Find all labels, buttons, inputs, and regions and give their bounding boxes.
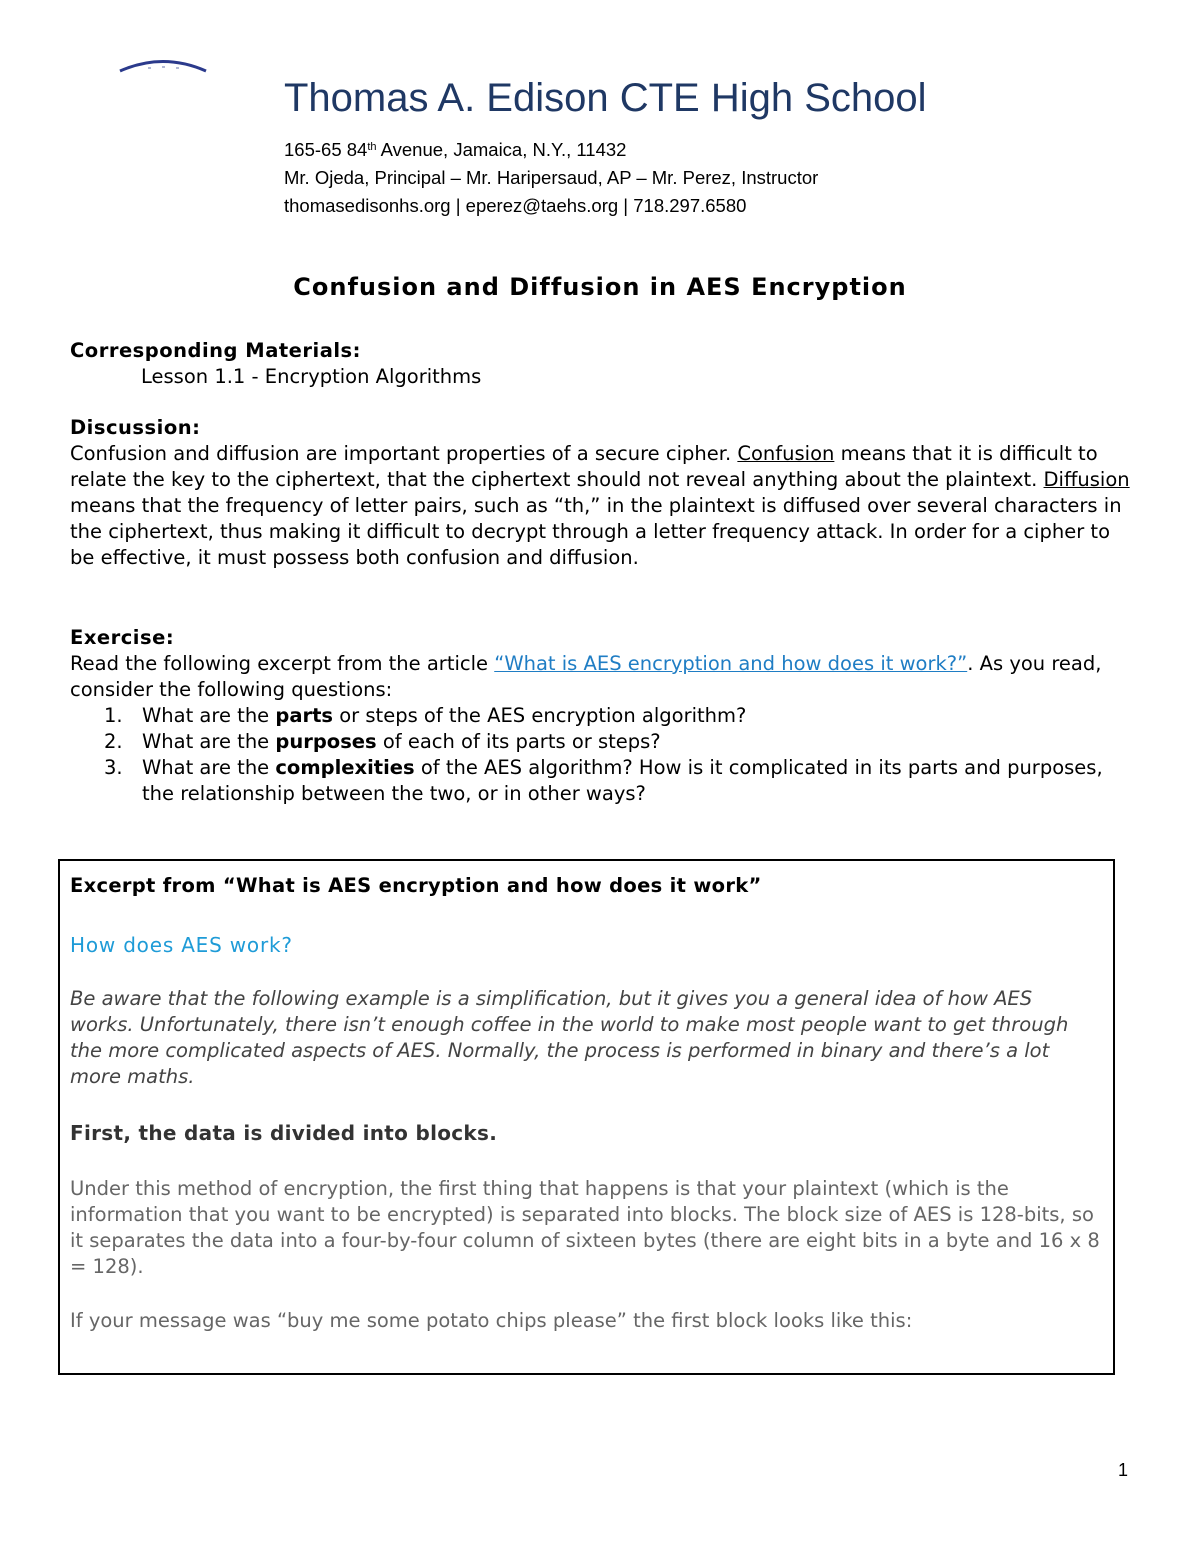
- exercise-section: [70, 625, 1130, 807]
- excerpt-note: Be aware that the following example is a simplification, but it gives you a general idea of how AES works. Unfortunately, there isn’t enough coffee in the world to make most people want to get through the more complicated aspects of AES. Normally, the process is performed in binary and there’s a lot more maths.: [70, 987, 1069, 1088]
- excerpt-paragraph: Under this method of encryption, the first thing that happens is that your plaintext (which is the information that you want to be encrypted) is separated into blocks. The block size of AES is 128-bits, so it separates the data into a four-by-four column of sixteen bytes (there are eight bits in a byte and 16 x 8 = 128).: [70, 1177, 1100, 1278]
- school-logo: [118, 56, 208, 76]
- school-contact-block: [284, 136, 818, 220]
- contact-line: thomasedisonhs.org | eperez@taehs.org | 718.297.6580: [284, 195, 747, 216]
- article-link[interactable]: “What is AES encryption and how does it work?”: [494, 652, 968, 675]
- exercise-intro: Read the following excerpt from the article “What is AES encryption and how does it work?”. As you read, consider the following questions:: [70, 652, 1102, 701]
- school-name: Thomas A. Edison CTE High School: [284, 76, 927, 120]
- school-address: 165-65 84th Avenue, Jamaica, N.Y., 11432: [284, 139, 627, 160]
- term-confusion: Confusion: [737, 442, 835, 465]
- excerpt-box: [58, 859, 1115, 1375]
- staff-line: Mr. Ojeda, Principal – Mr. Haripersaud, AP – Mr. Perez, Instructor: [284, 167, 819, 188]
- discussion-heading: Discussion:: [70, 416, 201, 439]
- excerpt-title: Excerpt from “What is AES encryption and how does it work”: [70, 874, 762, 897]
- materials-section: [70, 338, 1130, 390]
- materials-item: Lesson 1.1 - Encryption Algorithms: [141, 365, 482, 388]
- list-item: 3. What are the complexities of the AES algorithm? How is it complicated in its parts and purposes, the relationship between the two, or in other ways?: [104, 756, 1103, 805]
- discussion-paragraph: Confusion and diffusion are important properties of a secure cipher. Confusion means that it is difficult to relate the key to the ciphertext, that the ciphertext should not reveal anything about the plaintext. Diffusion means that the frequency of letter pairs, such as “th,” in the plaintext is diffused over several characters in the ciphertext, thus making it difficult to decrypt through a letter frequency attack. In order for a cipher to be effective, it must possess both confusion and diffusion.: [70, 442, 1130, 569]
- page-number: 1: [1118, 1460, 1129, 1480]
- document-title: Confusion and Diffusion in AES Encryption: [293, 273, 907, 301]
- list-item: 2. What are the purposes of each of its parts or steps?: [104, 730, 661, 753]
- list-item: 1. What are the parts or steps of the AES encryption algorithm?: [104, 704, 747, 727]
- exercise-heading: Exercise:: [70, 626, 175, 649]
- excerpt-content: [70, 873, 1100, 1334]
- excerpt-question-heading: How does AES work?: [70, 933, 293, 957]
- question-list: [70, 703, 1130, 807]
- materials-heading: Corresponding Materials:: [70, 339, 361, 362]
- excerpt-paragraph: If your message was “buy me some potato chips please” the first block looks like this:: [70, 1309, 913, 1332]
- discussion-section: [70, 415, 1130, 571]
- excerpt-subheading: First, the data is divided into blocks.: [70, 1121, 498, 1145]
- term-diffusion: Diffusion: [1043, 468, 1130, 491]
